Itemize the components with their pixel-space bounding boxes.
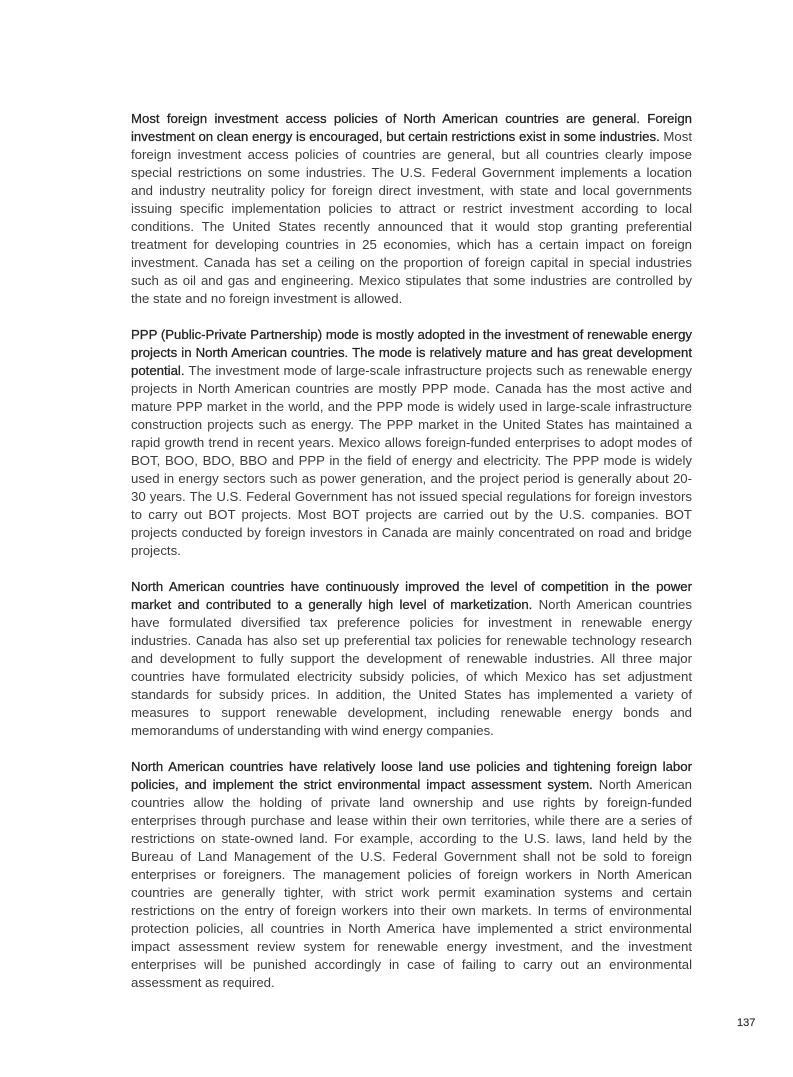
paragraph-ppp-mode: [131, 326, 692, 560]
paragraph-lead: PPP (Public-Private Partnership) mode is mostly adopted in the investment of renewable energy projects in North American countries. The mode is relatively mature and has great development potential.: [131, 327, 692, 378]
page-number: 137: [737, 1017, 756, 1029]
paragraph-lead: North American countries have relatively loose land use policies and tightening foreign labor policies, and implement the strict environmental impact assessment system.: [131, 759, 692, 792]
paragraph-body: North American countries have formulated diversified tax preference policies for investment in renewable energy industries. Canada has also set up preferential tax policies for renewable technology research and development to fully support the development of renewable industries. All three major countries have formulated electricity subsidy policies, of which Mexico has set adjustment standards for subsidy prices. In addition, the United States has implemented a variety of measures to support renewable development, including renewable energy bonds and memorandums of understanding with wind energy companies.: [131, 597, 692, 738]
page-body: [131, 110, 692, 1010]
paragraph-power-market-competition: [131, 578, 692, 740]
paragraph-body: North American countries allow the holding of private land ownership and use rights by foreign-funded enterprises through purchase and lease within their own territories, while there are a series of restrictions on state-owned land. For example, according to the U.S. laws, land held by the Bureau of Land Management of the U.S. Federal Government shall not be sold to foreign enterprises or foreigners. The management policies of foreign workers in North American countries are generally tighter, with strict work permit examination systems and certain restrictions on the entry of foreign workers into their own markets. In terms of environmental protection policies, all countries in North America have implemented a strict environmental impact assessment review system for renewable energy investment, and the investment enterprises will be punished accordingly in case of failing to carry out an environmental assessment as required.: [131, 777, 692, 990]
paragraph-body: Most foreign investment access policies of countries are general, but all countries clearly impose special restrictions on some industries. The U.S. Federal Government implements a location and industry neutrality policy for foreign direct investment, with state and local governments issuing specific implementation policies to attract or restrict investment according to local conditions. The United States recently announced that it would stop granting preferential treatment for developing countries in 25 economies, which has a certain impact on foreign investment. Canada has set a ceiling on the proportion of foreign capital in special industries such as oil and gas and engineering. Mexico stipulates that some industries are controlled by the state and no foreign investment is allowed.: [131, 129, 692, 306]
paragraph-body: The investment mode of large-scale infrastructure projects such as renewable energy projects in North American countries are mostly PPP mode. Canada has the most active and mature PPP market in the world, and the PPP mode is widely used in large-scale infrastructure construction projects such as energy. The PPP market in the United States has maintained a rapid growth trend in recent years. Mexico allows foreign-funded enterprises to adopt modes of BOT, BOO, BDO, BBO and PPP in the field of energy and electricity. The PPP mode is widely used in energy sectors such as power generation, and the project period is generally about 20-30 years. The U.S. Federal Government has not issued special regulations for foreign investors to carry out BOT projects. Most BOT projects are carried out by the U.S. companies. BOT projects conducted by foreign investors in Canada are mainly concentrated on road and bridge projects.: [131, 363, 692, 558]
paragraph-foreign-investment-access: [131, 110, 692, 308]
paragraph-land-labor-environment: [131, 758, 692, 992]
paragraph-lead: North American countries have continuously improved the level of competition in the power market and contributed to a generally high level of marketization.: [131, 579, 692, 612]
paragraph-lead: Most foreign investment access policies of North American countries are general. Foreign investment on clean energy is encouraged, but certain restrictions exist in some industries.: [131, 111, 692, 144]
